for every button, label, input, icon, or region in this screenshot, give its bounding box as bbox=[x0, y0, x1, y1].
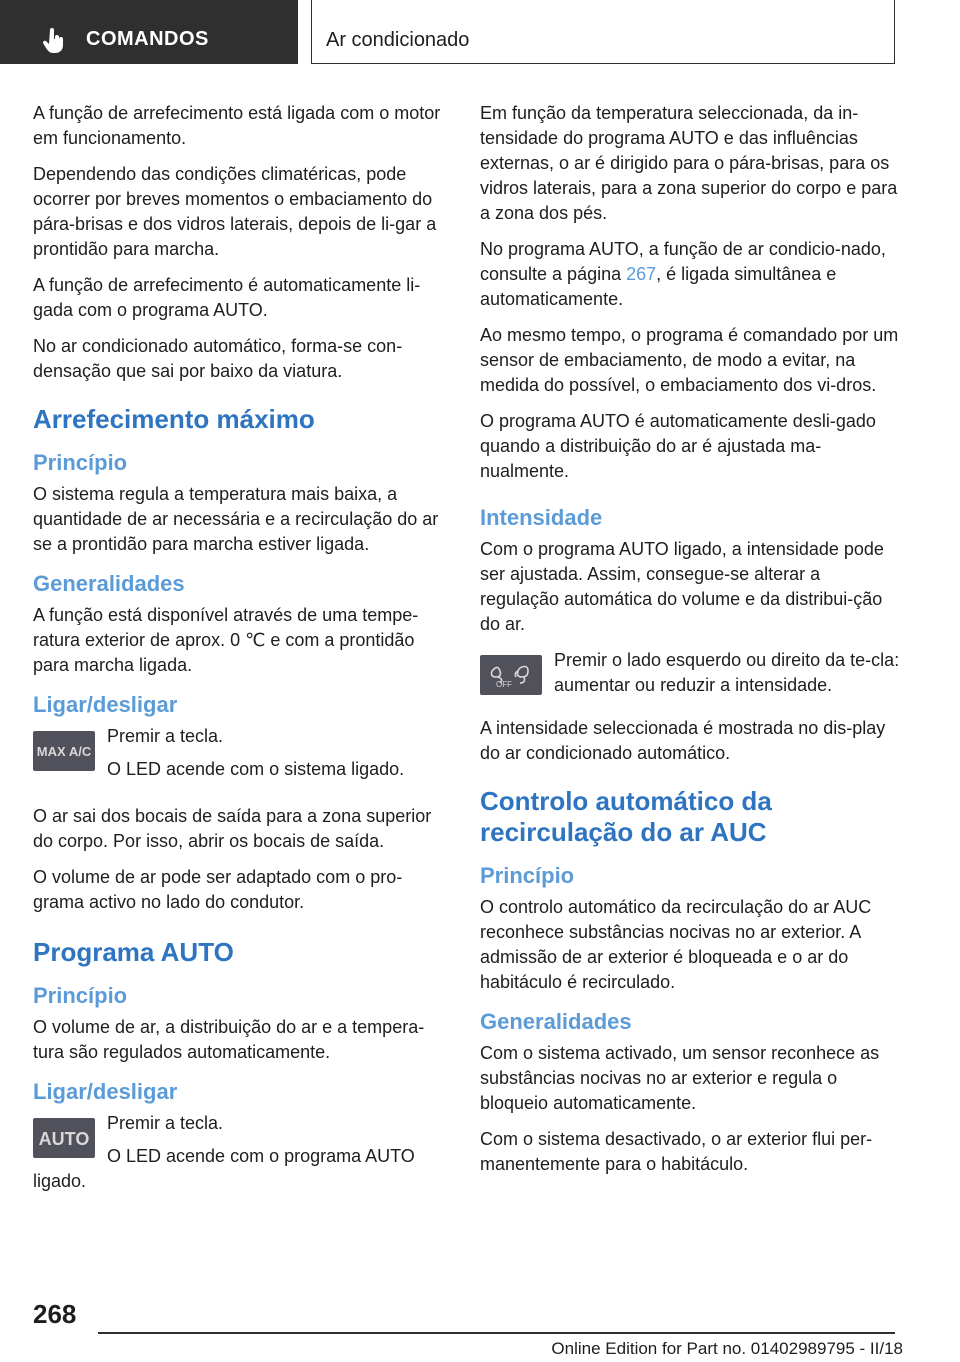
max-ac-button-image bbox=[33, 731, 95, 771]
auto-key-label: AUTO bbox=[38, 1129, 90, 1149]
paragraph: A função de arrefecimento está ligada com o motor em funcionamento. bbox=[33, 103, 441, 148]
auto-key-row bbox=[33, 1111, 446, 1194]
paragraph: O sistema regula a temperatura mais baixa, a quantidade de ar necessária e a recirculação do ar se a prontidão para marcha estiver ligada. bbox=[33, 484, 439, 554]
paragraph: Com o programa AUTO ligado, a intensidade pode ser ajustada. Assim, consegue-se alterar a regulação automática do volume e da distribui-ção do ar. bbox=[480, 539, 884, 634]
max-ac-key-label: MAX A/C bbox=[36, 744, 92, 759]
fan-intensity-icon bbox=[480, 655, 542, 695]
paragraph: O LED acende com o sistema ligado. bbox=[107, 759, 405, 779]
heading-ligar-desligar: Ligar/desligar bbox=[33, 1079, 178, 1104]
paragraph: Em função da temperatura seleccionada, da in-tensidade do programa AUTO e das influências externas, o ar é dirigido para o pára-brisas, para os vidros laterais, para a zona superior do corpo e para a zona dos pés. bbox=[480, 103, 898, 223]
heading-principio: Princípio bbox=[480, 863, 575, 888]
paragraph: Premir a tecla. bbox=[107, 1113, 224, 1133]
paragraph: A função de arrefecimento é automaticamente li-gada com o programa AUTO. bbox=[33, 275, 421, 320]
paragraph: Com o sistema activado, um sensor reconhece as substâncias nocivas no ar exterior e regula o bloqueio automaticamente. bbox=[480, 1043, 880, 1113]
paragraph: No ar condicionado automático, forma-se con-densação que sai por baixo da viatura. bbox=[33, 336, 403, 381]
text: No programa AUTO, a função de ar condicio-nado, consulte a página bbox=[480, 239, 886, 284]
paragraph: A intensidade seleccionada é mostrada no dis-play do ar condicionado automático. bbox=[480, 718, 886, 763]
paragraph: O volume de ar pode ser adaptado com o pro-grama activo no lado do condutor. bbox=[33, 867, 403, 912]
max-ac-key-row bbox=[33, 724, 446, 796]
heading-principio: Princípio bbox=[33, 983, 128, 1008]
heading-arrefecimento-maximo: Arrefecimento máximo bbox=[33, 404, 315, 434]
paragraph: O programa AUTO é automaticamente desli-gado quando a distribuição do ar é ajustada ma-nualmente. bbox=[480, 411, 876, 481]
hand-pointer-icon bbox=[42, 28, 66, 54]
auto-button-image bbox=[33, 1118, 95, 1158]
paragraph: O controlo automático da recirculação do ar AUC reconhece substâncias nocivas no ar exterior. A admissão de ar exterior é bloqueada e o ar do habitáculo é recirculado. bbox=[480, 897, 872, 992]
page-number: 268 bbox=[33, 1299, 77, 1329]
subsection-title: Ar condicionado bbox=[326, 29, 470, 51]
paragraph: Dependendo das condições climatéricas, pode ocorrer por breves momentos o embaciamento do pára-brisas e dos vidros laterais, depois de li-gar a prontidão para marcha. bbox=[33, 164, 437, 259]
paragraph: Com o sistema desactivado, o ar exterior flui per-manentemente para o habitáculo. bbox=[480, 1129, 873, 1174]
right-column bbox=[480, 101, 900, 1188]
paragraph: Premir o lado esquerdo ou direito da te-cla: aumentar ou reduzir a intensidade. bbox=[554, 650, 900, 695]
heading-generalidades: Generalidades bbox=[33, 571, 185, 596]
intensity-button-image bbox=[480, 655, 542, 695]
header-section-tab bbox=[0, 0, 298, 64]
heading-programa-auto: Programa AUTO bbox=[33, 937, 234, 967]
heading-principio: Princípio bbox=[33, 450, 128, 475]
paragraph: Ao mesmo tempo, o programa é comandado por um sensor de embaciamento, de modo a evitar, na medida do possível, o embaciamento dos vi-dros. bbox=[480, 325, 899, 395]
auto-key-icon bbox=[33, 1118, 95, 1158]
header-subsection-box bbox=[311, 0, 895, 64]
paragraph: O volume de ar, a distribuição do ar e a tempera-tura são regulados automaticamente. bbox=[33, 1017, 425, 1062]
footer-divider bbox=[98, 1332, 895, 1334]
heading-controlo-auc: Controlo automático da recirculação do ar AUC bbox=[480, 786, 772, 847]
paragraph: A função está disponível através de uma tempe-ratura exterior de aprox. 0 ℃ e com a prontidão para marcha ligada. bbox=[33, 605, 419, 675]
off-label: OFF bbox=[496, 680, 512, 689]
max-ac-key-icon bbox=[33, 731, 95, 771]
section-title: COMANDOS bbox=[86, 28, 209, 50]
heading-intensidade: Intensidade bbox=[480, 505, 603, 530]
edition-footer: Online Edition for Part no. 01402989795 - II/18 bbox=[551, 1339, 903, 1358]
heading-generalidades: Generalidades bbox=[480, 1009, 632, 1034]
text: , é ligada simultânea e automaticamente. bbox=[480, 264, 837, 309]
paragraph bbox=[480, 237, 900, 312]
paragraph: O LED acende com o programa AUTO ligado. bbox=[33, 1146, 415, 1191]
paragraph: Premir a tecla. bbox=[107, 726, 224, 746]
intensity-key-row bbox=[480, 648, 900, 708]
paragraph: O ar sai dos bocais de saída para a zona superior do corpo. Por isso, abrir os bocais de saída. bbox=[33, 806, 432, 851]
heading-ligar-desligar: Ligar/desligar bbox=[33, 692, 178, 717]
left-column bbox=[33, 101, 446, 1202]
page-link[interactable]: 267 bbox=[626, 264, 657, 284]
